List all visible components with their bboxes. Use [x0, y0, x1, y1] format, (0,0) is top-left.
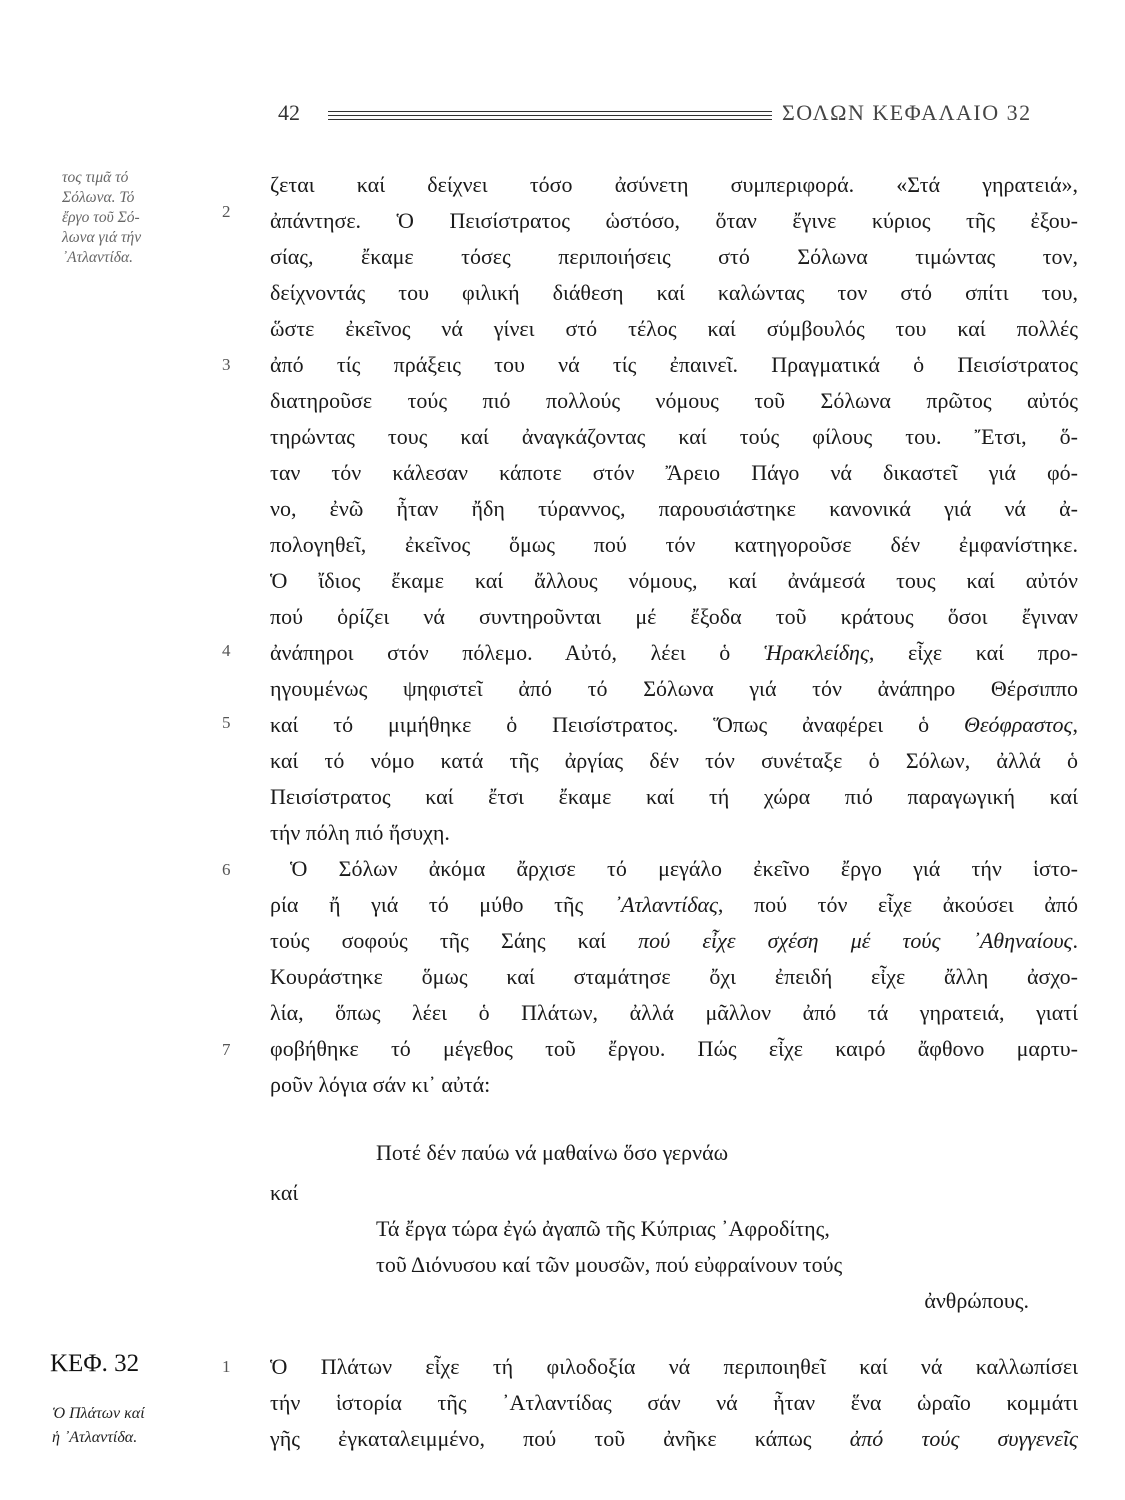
body-text: ἀνάπηροι στόν πόλεμο. Αὐτό, λέει ὁ	[270, 640, 764, 665]
paragraph-marker: 1	[222, 1357, 231, 1376]
body-line: Κουράστηκε ὅμως καί σταμάτησε ὄχι ἐπειδή εἶχε ἄλλη ἀσχο-	[270, 964, 1078, 989]
body-line: ροῦν λόγια σάν κι᾽ αὐτά:	[270, 1072, 491, 1097]
italic-name: Ἡρακλείδης	[763, 640, 869, 665]
body-text: τούς σοφούς τῆς Σάης καί	[270, 928, 639, 953]
verse-line: τοῦ Διόνυσου καί τῶν μουσῶν, πού εὐφραίνουν τούς	[376, 1252, 843, 1277]
chapter-label: ΚΕΦ. 32	[50, 1350, 140, 1377]
margin-note-line: ἔργο τοῦ Σό-	[62, 209, 140, 226]
italic-phrase: ἀπό τούς συγγενεῖς	[849, 1426, 1078, 1451]
body-text: ,	[1072, 712, 1078, 737]
body-line: πού ὁρίζει νά συντηροῦνται μέ ἔξοδα τοῦ κράτους ὅσοι ἔγιναν	[270, 604, 1078, 629]
body-line: ηγουμένως ψηφιστεῖ ἀπό τό Σόλωνα γιά τόν ἀνάπηρο Θέρσιππο	[270, 676, 1078, 701]
italic-name: Θεόφραστος	[964, 712, 1073, 737]
paragraph-marker: 3	[222, 355, 231, 374]
chapter-line: τήν ἱστορία τῆς ᾽Ατλαντίδας σάν νά ἦταν ἕνα ὡραῖο κομμάτι	[270, 1390, 1078, 1415]
margin-note-line: τος τιμᾶ τό	[62, 169, 129, 186]
body-line: πολογηθεῖ, ἐκεῖνος ὅμως πού τόν κατηγοροῦσε δέν ἐμφανίστηκε.	[270, 532, 1078, 557]
italic-name: ᾽Ατλαντίδας	[613, 892, 718, 917]
chapter-line: Ὁ Πλάτων εἶχε τή φιλοδοξία νά περιποιηθεῖ καί νά καλλωπίσει	[270, 1354, 1078, 1379]
chapter-subtitle-line: Ὁ Πλάτων καί	[52, 1405, 145, 1422]
margin-note-line: λωνα γιά τήν	[62, 229, 142, 246]
running-title: ΣΟΛΩΝ ΚΕΦΑΛΑΙΟ 32	[782, 100, 1032, 125]
header-rule	[328, 111, 772, 112]
body-text: , πού τόν εἶχε ἀκούσει ἀπό	[717, 892, 1078, 917]
body-line: καί τό νόμο κατά τῆς ἀργίας δέν τόν συνέταξε ὁ Σόλων, ἀλλά ὁ	[270, 748, 1078, 773]
margin-note-line: ᾽Ατλαντίδα.	[62, 249, 133, 266]
page-number: 42	[278, 100, 300, 125]
verse-connector: καί	[270, 1180, 299, 1205]
body-line: Ὁ ἴδιος ἔκαμε καί ἄλλους νόμους, καί ἀνάμεσά τους καί αὐτόν	[270, 568, 1078, 593]
body-text: .	[1072, 928, 1078, 953]
body-text: καί τό μιμήθηκε ὁ Πεισίστρατος. Ὅπως ἀναφέρει ὁ	[270, 712, 964, 737]
body-text: ρία ἤ γιά τό μύθο τῆς	[270, 892, 614, 917]
body-line: τήν πόλη πιό ἥσυχη.	[270, 820, 450, 845]
body-line: Ὁ Σόλων ἀκόμα ἄρχισε τό μεγάλο ἐκεῖνο ἔργο γιά τήν ἱστο-	[290, 856, 1078, 881]
body-line: φοβήθηκε τό μέγεθος τοῦ ἔργου. Πώς εἶχε καιρό ἄφθονο μαρτυ-	[270, 1036, 1078, 1061]
body-line: λία, ὅπως λέει ὁ Πλάτων, ἀλλά μᾶλλον ἀπό τά γηρατειά, γιατί	[270, 1000, 1078, 1025]
body-line: ἀπάντησε. Ὁ Πεισίστρατος ὡστόσο, ὅταν ἔγινε κύριος τῆς ἐξου-	[270, 208, 1078, 233]
body-line: δείχνοντάς του φιλική διάθεση καί καλώντας τον στό σπίτι του,	[270, 280, 1078, 305]
body-line: διατηροῦσε τούς πιό πολλούς νόμους τοῦ Σόλωνα πρῶτος αὐτός	[270, 388, 1078, 413]
body-line: ταν τόν κάλεσαν κάποτε στόν Ἄρειο Πάγο νά δικαστεῖ γιά φό-	[270, 460, 1078, 485]
header-rule	[328, 119, 772, 120]
paragraph-marker: 2	[222, 202, 231, 221]
body-line: νο, ἐνῶ ἦταν ἤδη τύραννος, παρουσιάστηκε κανονικά γιά νά ἀ-	[270, 496, 1078, 521]
body-text: , εἶχε καί προ-	[868, 640, 1078, 665]
body-line: τηρώντας τους καί ἀναγκάζοντας καί τούς φίλους του. Ἔτσι, ὅ-	[270, 424, 1078, 449]
paragraph-marker: 6	[222, 860, 231, 879]
chapter-line	[270, 1426, 1078, 1452]
verse-line: Τά ἔργα τώρα ἐγώ ἀγαπῶ τῆς Κύπριας ᾽Αφροδίτης,	[376, 1216, 830, 1241]
body-line: ζεται καί δείχνει τόσο ἀσύνετη συμπεριφορά. «Στά γηρατειά»,	[270, 172, 1078, 197]
body-line: ὥστε ἐκεῖνος νά γίνει στό τέλος καί σύμβουλός του καί πολλές	[270, 316, 1078, 341]
margin-note-line: Σόλωνα. Τό	[62, 189, 135, 206]
margin-note	[62, 168, 212, 268]
body-line	[270, 928, 1078, 954]
paragraph-marker: 4	[222, 641, 231, 660]
verse-line: ἀνθρώπους.	[924, 1288, 1029, 1313]
body-line: ἀπό τίς πράξεις του νά τίς ἐπαινεῖ. Πραγματικά ὁ Πεισίστρατος	[270, 352, 1078, 377]
header-rule	[328, 115, 772, 116]
body-line	[270, 892, 1078, 918]
body-text: γῆς ἐγκαταλειμμένο, πού τοῦ ἀνῆκε κάπως	[270, 1426, 850, 1451]
body-line	[270, 712, 1078, 738]
body-line: σίας, ἔκαμε τόσες περιποιήσεις στό Σόλωνα τιμώντας τον,	[270, 244, 1078, 269]
verse-line: Ποτέ δέν παύω νά μαθαίνω ὅσο γερνάω	[376, 1140, 729, 1165]
paragraph-marker: 5	[222, 713, 231, 732]
chapter-subtitle	[52, 1402, 212, 1450]
italic-phrase: πού εἶχε σχέση μέ τούς ᾽Αθηναίους	[638, 928, 1073, 953]
body-line	[270, 640, 1078, 666]
body-line: Πεισίστρατος καί ἔτσι ἔκαμε καί τή χώρα πιό παραγωγική καί	[270, 784, 1078, 809]
chapter-subtitle-line: ἡ ᾽Ατλαντίδα.	[52, 1429, 138, 1446]
running-header	[270, 100, 1078, 130]
paragraph-marker: 7	[222, 1040, 231, 1059]
